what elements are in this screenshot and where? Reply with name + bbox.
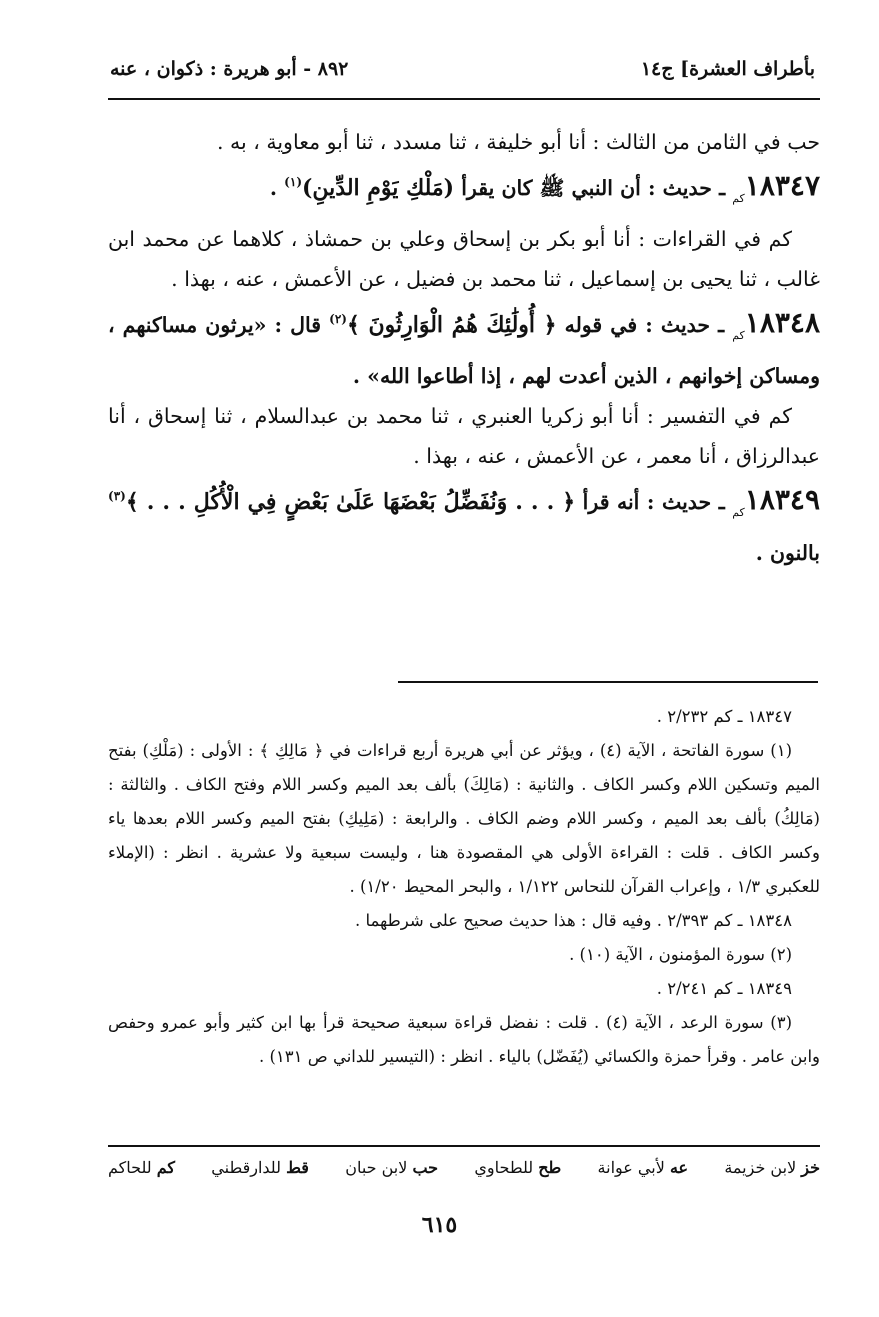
- footnote: ١٨٣٤٧ ـ كم ٢/٢٣٢ .: [656, 707, 792, 726]
- footnote: (١) سورة الفاتحة ، الآية (٤) ، ويؤثر عن أبي هريرة أربع قراءات في ﴿ مَالِكِ ﴾ : الأولى : (مَلْكِ) بفتح الميم وتسكين اللام وكسر الكاف . والثانية : (مَالِكَ) بألف بعد الميم وكسر اللام وفتح الكاف . والثالثة : (مَالِكُ) بألف بعد الميم ، وكسر اللام وضم الكاف . والرابعة : (مَلِيكِ) بفتح الميم وكسر اللام بعدها ياء وكسر الكاف . قلت : القراءة الأولى هي المقصودة هنا ، وليست سبعية ولا عشرية . انظر : (الإملاء للعكبري ١/٣ ، وإعراب القرآن للنحاس ١/١٢٢ ، والبحر المحيط ١/٢٠) .: [108, 741, 820, 896]
- hadith-entry: [108, 162, 820, 219]
- footnote-rule: [398, 681, 818, 683]
- abbreviation-key: [108, 1158, 820, 1177]
- paragraph: كم في التفسير : أنا أبو زكريا العنبري ، ثنا محمد بن عبدالسلام ، ثنا إسحاق ، أنا عبدالرزاق ، أنا معمر ، عن الأعمش ، عنه ، بهذا .: [108, 404, 820, 468]
- hadith-text-end: بالنون .: [755, 541, 820, 565]
- page-number: ٦١٥: [421, 1212, 458, 1238]
- abbreviation-item: خز لابن خزيمة: [724, 1158, 820, 1177]
- footnote-ref: (١): [284, 175, 302, 189]
- footnote: ١٨٣٤٩ ـ كم ٢/٢٤١ .: [656, 979, 792, 998]
- footnote-ref: (٢): [329, 312, 347, 326]
- hadith-text-end: قال : «يرثون مساكنهم ، ومساكن إخوانهم ، الذين أعدت لهم ، إذا أطاعوا الله» .: [108, 313, 820, 388]
- quran-quote: ﴿ أُولَٰئِكَ هُمُ الْوَارِثُونَ ﴾: [346, 312, 557, 338]
- footnotes: [108, 700, 820, 1074]
- header-section-title: ٨٩٢ - أبو هريرة : ذكوان ، عنه: [110, 58, 349, 80]
- hadith-text-end: .: [269, 176, 285, 200]
- abbreviation-item: حب لابن حبان: [345, 1158, 439, 1177]
- footnote: (٢) سورة المؤمنون ، الآية (١٠) .: [569, 945, 792, 964]
- paragraph: حب في الثامن من الثالث : أنا أبو خليفة ، ثنا مسدد ، ثنا أبو معاوية ، به .: [216, 130, 820, 154]
- paragraph: كم في القراءات : أنا أبو بكر بن إسحاق وعلي بن حمشاذ ، كلاهما عن محمد ابن غالب ، ثنا يحيى بن إسماعيل ، ثنا محمد بن فضيل ، عن الأعمش ، عنه ، بهذا .: [108, 227, 820, 291]
- footer-rule: [108, 1145, 820, 1147]
- abbreviation-item: طح للطحاوي: [474, 1158, 562, 1177]
- footnote: ١٨٣٤٨ ـ كم ٢/٣٩٣ . وفيه قال : هذا حديث صحيح على شرطهما .: [354, 911, 792, 930]
- hadith-entry: [108, 476, 820, 573]
- abbreviation-item: قط للدارقطني: [211, 1158, 309, 1177]
- quran-quote: ﴿ . . . وَنُفَضِّلُ بَعْضَهَا عَلَىٰ بَعْضٍ فِي الْأُكُلِ . . . ﴾: [125, 489, 576, 515]
- hadith-text: ـ حديث : أنه قرأ: [575, 490, 733, 514]
- hadith-text: ـ حديث : في قوله: [556, 313, 733, 337]
- abbreviation-item: عه لأبي عوانة: [597, 1158, 689, 1177]
- hadith-number: $١٨٣٤٧_{كم}$: [732, 169, 820, 205]
- footnote: (٣) سورة الرعد ، الآية (٤) . قلت : نفضل قراءة سبعية صحيحة قرأ بها ابن كثير وأبو عمرو وحفص وابن عامر . وقرأ حمزة والكسائي (يُفَضّل) بالياء . انظر : (التيسير للداني ص ١٣١) .: [108, 1013, 820, 1066]
- header-rule: [108, 98, 820, 100]
- hadith-text: ـ حديث : أن النبي ﷺ كان يقرأ: [454, 176, 733, 200]
- hadith-entry: [108, 299, 820, 396]
- footnote-ref: (٣): [108, 489, 126, 503]
- header-book-title: بأطراف العشرة] ج١٤: [640, 58, 815, 80]
- abbreviation-item: كم للحاكم: [108, 1158, 175, 1177]
- hadith-number: $١٨٣٤٨_{كم}$: [732, 306, 820, 342]
- hadith-number: $١٨٣٤٩_{كم}$: [732, 483, 820, 519]
- main-text: [108, 122, 820, 573]
- quran-quote: (مَلْكِ يَوْمِ الدِّينِ): [302, 175, 455, 201]
- running-header: [110, 58, 815, 80]
